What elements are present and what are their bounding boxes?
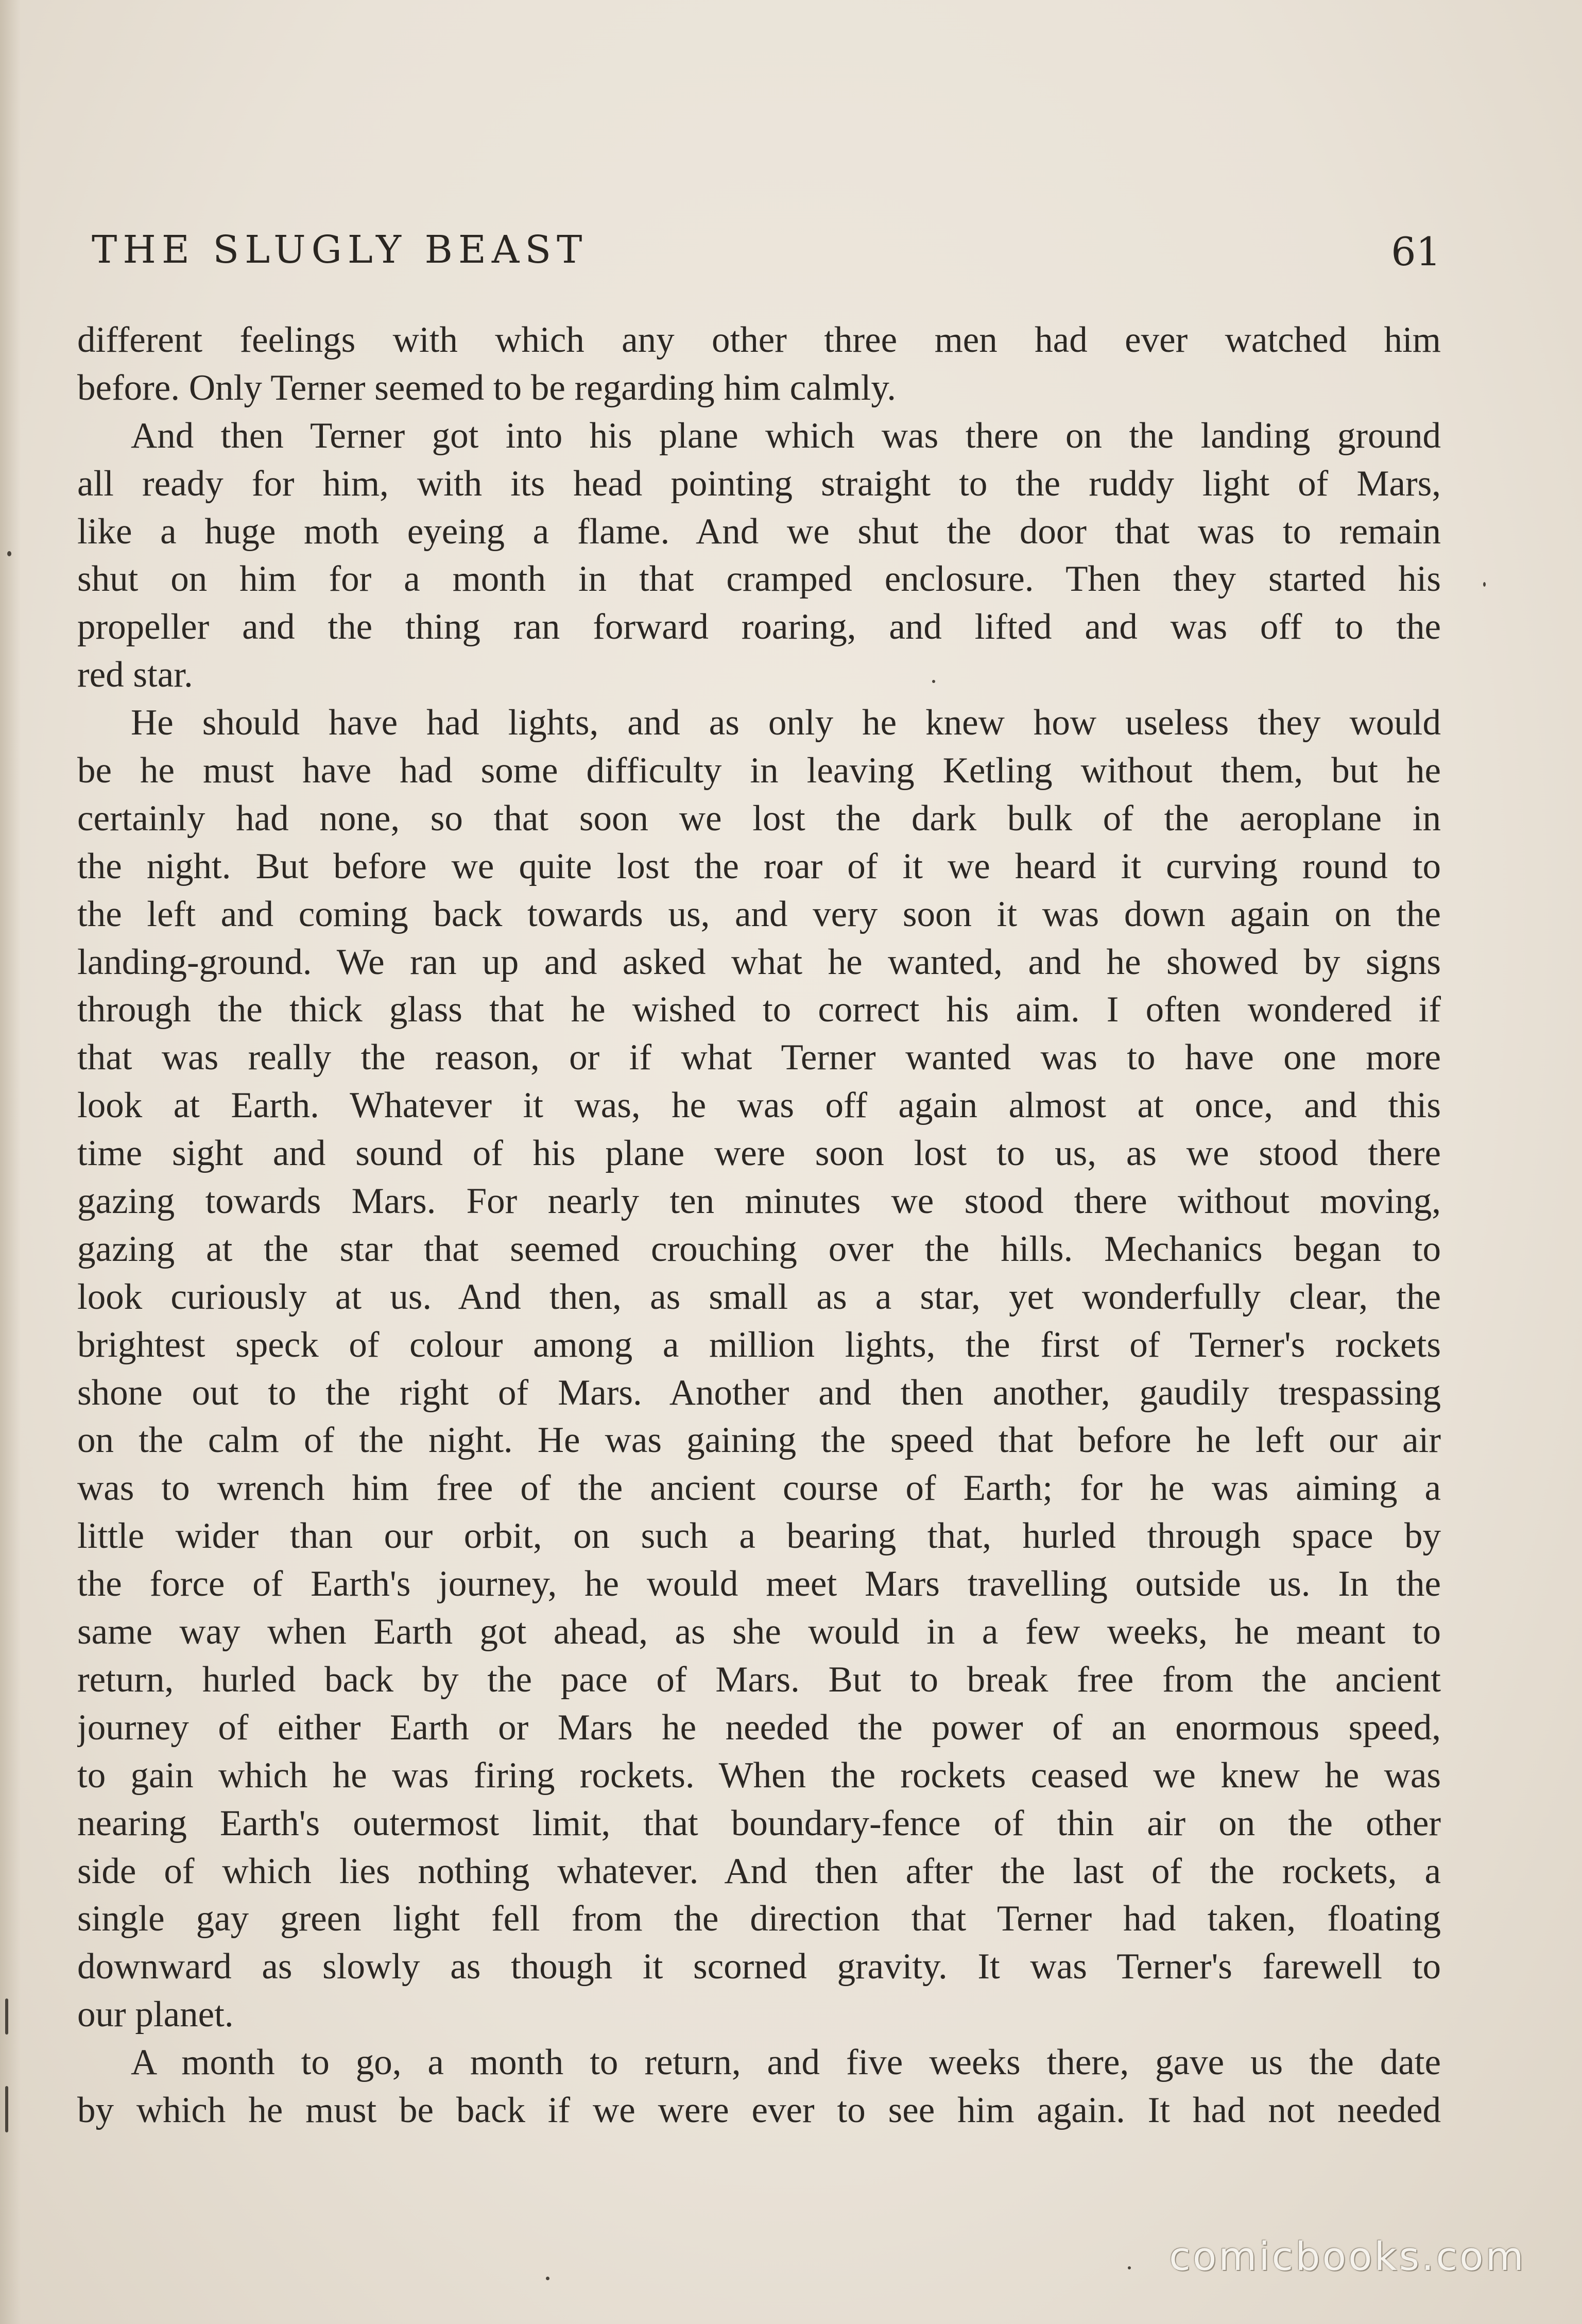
body-text: [77, 316, 1441, 2134]
text-line: all ready for him, with its head pointing straight to the ruddy light of Mars,: [77, 463, 1441, 504]
text-line: to gain which he was firing rockets. When the rockets ceased we knew he was: [77, 1755, 1441, 1796]
text-line: gazing at the star that seemed crouching over the hills. Mechanics began to: [77, 1228, 1441, 1269]
text-line: nearing Earth's outermost limit, that boundary-fence of thin air on the other: [77, 1803, 1441, 1843]
text-line: shone out to the right of Mars. Another and then another, gaudily trespassing: [77, 1372, 1441, 1413]
text-line: landing-ground. We ran up and asked what he wanted, and he showed by signs: [77, 942, 1441, 982]
text-line: our planet.: [77, 1994, 234, 2035]
text-line: return, hurled back by the pace of Mars. But to break free from the ancient: [77, 1659, 1441, 1700]
text-line: the night. But before we quite lost the roar of it we heard it curving round to: [77, 846, 1441, 886]
text-line: gazing towards Mars. For nearly ten minutes we stood there without moving,: [77, 1181, 1441, 1222]
text-line: be he must have had some difficulty in leaving Ketling without them, but he: [77, 750, 1441, 791]
text-line: A month to go, a month to return, and five weeks there, gave us the date: [131, 2042, 1441, 2083]
running-head: [92, 221, 1441, 278]
text-line: red star.: [77, 655, 193, 695]
paper-speck: [7, 551, 11, 556]
paper-speck: [5, 2086, 8, 2132]
text-line: And then Terner got into his plane which was there on the landing ground: [131, 415, 1441, 456]
text-line: through the thick glass that he wished to correct his aim. I often wondered if: [77, 989, 1441, 1030]
paper-speck: [1128, 2266, 1131, 2269]
paper-speck: [932, 680, 935, 683]
text-line: the left and coming back towards us, and very soon it was down again on the: [77, 894, 1441, 934]
page-gutter-shadow: [0, 0, 21, 2324]
text-line: brightest speck of colour among a million lights, the first of Terner's rockets: [77, 1324, 1441, 1365]
text-line: side of which lies nothing whatever. And then after the last of the rockets, a: [77, 1851, 1441, 1891]
paper-speck: [5, 1998, 8, 2035]
text-line: propeller and the thing ran forward roaring, and lifted and was off to the: [77, 607, 1441, 647]
text-line: single gay green light fell from the direction that Terner had taken, floating: [77, 1899, 1441, 1939]
text-line: downward as slowly as though it scorned gravity. It was Terner's farewell to: [77, 1946, 1441, 1987]
text-line: certainly had none, so that soon we lost the dark bulk of the aeroplane in: [77, 798, 1441, 839]
text-line: like a huge moth eyeing a flame. And we shut the door that was to remain: [77, 511, 1441, 552]
text-line: look curiously at us. And then, as small as a star, yet wonderfully clear, the: [77, 1276, 1441, 1317]
text-line: little wider than our orbit, on such a bearing that, hurled through space by: [77, 1516, 1441, 1557]
text-line: was to wrench him free of the ancient course of Earth; for he was aiming a: [77, 1468, 1441, 1509]
running-title: THE SLUGLY BEAST: [92, 228, 588, 272]
site-watermark: comicbooks.com: [1169, 2233, 1526, 2279]
page-number: 61: [1391, 229, 1441, 275]
text-line: journey of either Earth or Mars he needed the power of an enormous speed,: [77, 1707, 1441, 1748]
text-line: look at Earth. Whatever it was, he was off again almost at once, and this: [77, 1085, 1441, 1126]
text-line: by which he must be back if we were ever to see him again. It had not needed: [77, 2090, 1441, 2130]
text-line: same way when Earth got ahead, as she would in a few weeks, he meant to: [77, 1612, 1441, 1652]
text-line: the force of Earth's journey, he would meet Mars travelling outside us. In the: [77, 1564, 1441, 1604]
text-line: He should have had lights, and as only he knew how useless they would: [131, 703, 1441, 743]
text-line: on the calm of the night. He was gaining the speed that before he left our air: [77, 1420, 1441, 1461]
text-line: before. Only Terner seemed to be regarding him calmly.: [77, 367, 896, 408]
text-line: that was really the reason, or if what Terner wanted was to have one more: [77, 1037, 1441, 1078]
text-line: shut on him for a month in that cramped enclosure. Then they started his: [77, 559, 1441, 600]
text-line: different feelings with which any other three men had ever watched him: [77, 320, 1441, 360]
text-line: time sight and sound of his plane were soon lost to us, as we stood there: [77, 1133, 1441, 1174]
paper-speck: [546, 2277, 549, 2280]
paper-speck: [1483, 582, 1486, 587]
